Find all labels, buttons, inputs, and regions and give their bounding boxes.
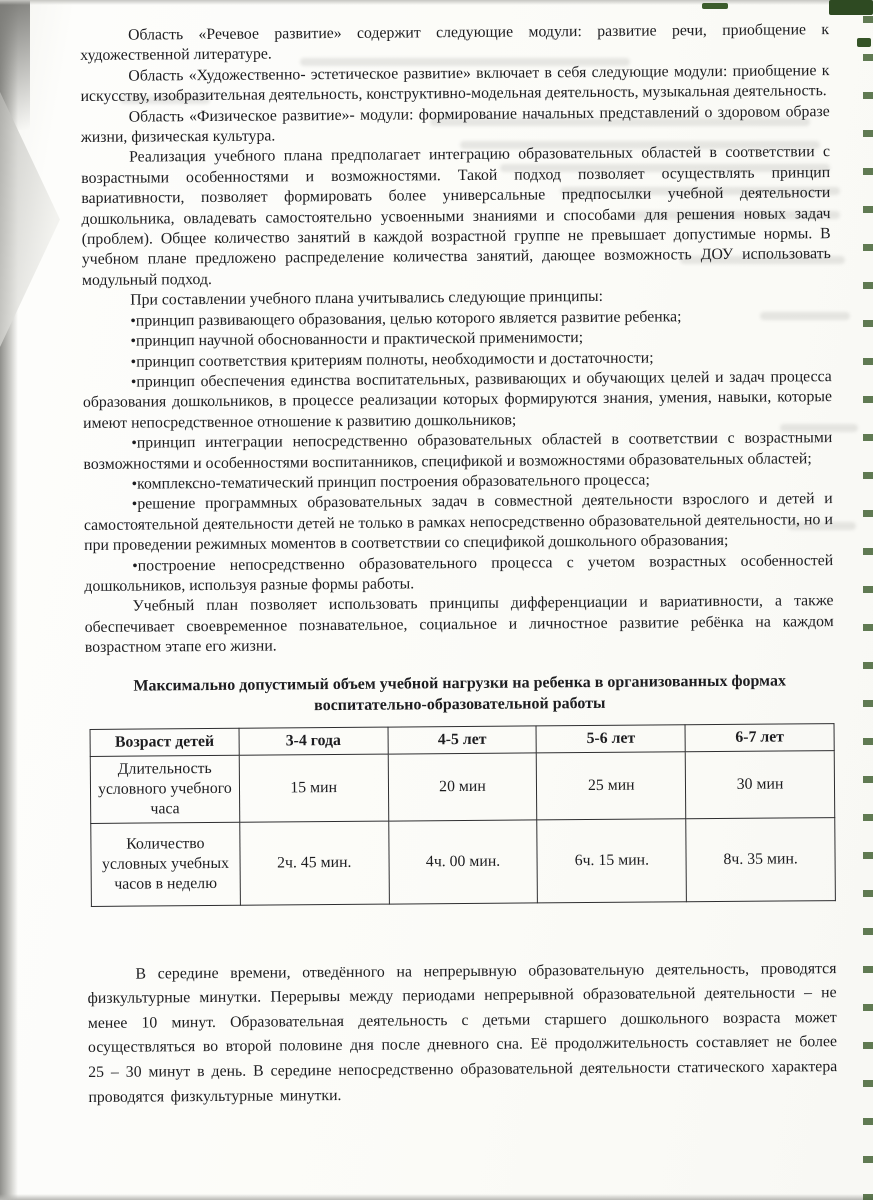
table-header-cell: Возраст детей [90, 728, 239, 756]
document-content [80, 20, 837, 1110]
paragraph-art-area: Область «Художественно- эстетическое развитие» включает в себя следующие модули: приобщение к искусству, изобразительная деятельность, конструктивно-модельная деятельность, музыкальная деятельность. [80, 61, 830, 106]
table-row [91, 817, 836, 906]
table-header-cell: 5-6 лет [536, 724, 685, 752]
scan-edge-mark [702, 3, 728, 9]
scan-corner-mark [829, 0, 873, 15]
scan-left-edge-shadow [0, 0, 18, 1200]
bullet-item: •построение непосредственно образовательного процесса с учетом возрастных особенностей дошкольников, используя разные формы работы. [84, 551, 834, 595]
scan-right-edge-marks [863, 0, 873, 1200]
table-cell: 15 мин [239, 754, 388, 822]
scan-top-edge-shadow [0, 0, 873, 5]
table-cell: 6ч. 15 мин. [537, 818, 686, 902]
scan-fold-shadow [0, 92, 60, 347]
table-cell: 20 мин [388, 753, 537, 821]
scan-top-left-corner-shadow [0, 0, 30, 130]
paragraph-physical-area: Область «Физическое развитие»- модули: формирование начальных представлений о здоровом образе жизни, физическая культура. [80, 102, 830, 147]
table-cell: 2ч. 45 мин. [240, 821, 389, 905]
bullet-item: •комплексно-тематический принцип построения образовательного процесса; [131, 471, 650, 493]
table-cell: 8ч. 35 мин. [686, 817, 835, 901]
table-cell: 25 мин [537, 751, 686, 819]
paragraph-speech-area: Область «Речевое развитие» содержит следующие модули: развитие речи, приобщение к художественной литературе. [80, 21, 830, 65]
table-header-cell: 6-7 лет [685, 723, 834, 751]
table-header-cell: 4-5 лет [388, 726, 537, 754]
table-row-label: Количество условных учебных часов в неделю [91, 822, 240, 906]
paragraph-principles-intro: При составлении учебного плана учитывались следующие принципы: [130, 288, 604, 309]
scan-bottom-edge-shadow [0, 1194, 873, 1200]
bullet-item: •решение программных образовательных задач в совместной деятельности взрослого и детей и самостоятельной деятельности детей не только в рамках непосредственно образовательной деятельности, но и при проведении режимных моментов в соответствии со спецификой дошкольного образования; [83, 490, 833, 555]
table-cell: 4ч. 00 мин. [388, 820, 537, 904]
paragraph-plan-summary: Учебный план позволяет использовать принципы дифференциации и вариативности, а также обеспечивает своевременное познавательное, социальное и личностное развитие ребёнка на каждом возрастном этапе его жизни. [84, 592, 834, 657]
table-header-cell: 3-4 года [239, 727, 388, 755]
table-title: Максимально допустимый объем учебной нагрузки на ребенка в организованных формах воспитательно-образовательной работы [133, 672, 786, 715]
paragraph-breaks-rules: В середине времени, отведённого на непрерывную образовательную деятельность, проводятся физкультурные минутки. Перерывы между периодами непрерывной образовательной деятельности – не менее 10 минут. Образовательная деятельность с детьми старшего дошкольного возраста может осуществляться во второй половине дня после дневного сна. Её продолжительность составляет не более 25 – 30 минут в день. В середине непосредственно образовательной деятельности статического характера проводятся физкультурные минутки. [87, 959, 838, 1106]
scan-edge-mark [857, 38, 871, 47]
bullet-item: •принцип обеспечения единства воспитательных, развивающих и обучающих целей и задач процесса образования дошкольников, в процессе реализации которых формируются знания, умения, навыки, которые имеют непосредственное отношение к развитию дошкольников; [82, 368, 833, 432]
bullet-item: •принцип развивающего образования, целью которого является развитие ребенка; [130, 307, 682, 330]
bullet-item: •принцип соответствия критериям полноты, необходимости и достаточности; [130, 349, 654, 371]
bullet-item: •принцип интеграции непосредственно образовательных областей в соответствии с возрастными возможностями и особенностями воспитанников, спецификой и возможностями образовательных областей; [83, 429, 833, 473]
paragraph-plan-realization: Реализация учебного плана предполагает интеграцию образовательных областей в соответствии с возрастными особенностями и возможностями. Такой подход позволяет осуществлять принцип вариативности, позволяет формировать более универсальные предпосылки учебной деятельности дошкольника, овладевать самостоятельно усвоенными знаниями и способами для решения новых задач (проблем). Общее количество занятий в каждой возрастной группе не превышает допустимые нормы. В учебном плане предложено распределение количества занятий, дающее возможность ДОУ использовать модульный подход. [81, 143, 831, 289]
table-cell: 30 мин [685, 750, 834, 818]
table-row-label: Длительность условного учебного часа [90, 755, 239, 823]
table-row [90, 750, 835, 823]
workload-table [90, 723, 836, 907]
bullet-item: •принцип научной обоснованности и практической применимости; [130, 329, 584, 350]
